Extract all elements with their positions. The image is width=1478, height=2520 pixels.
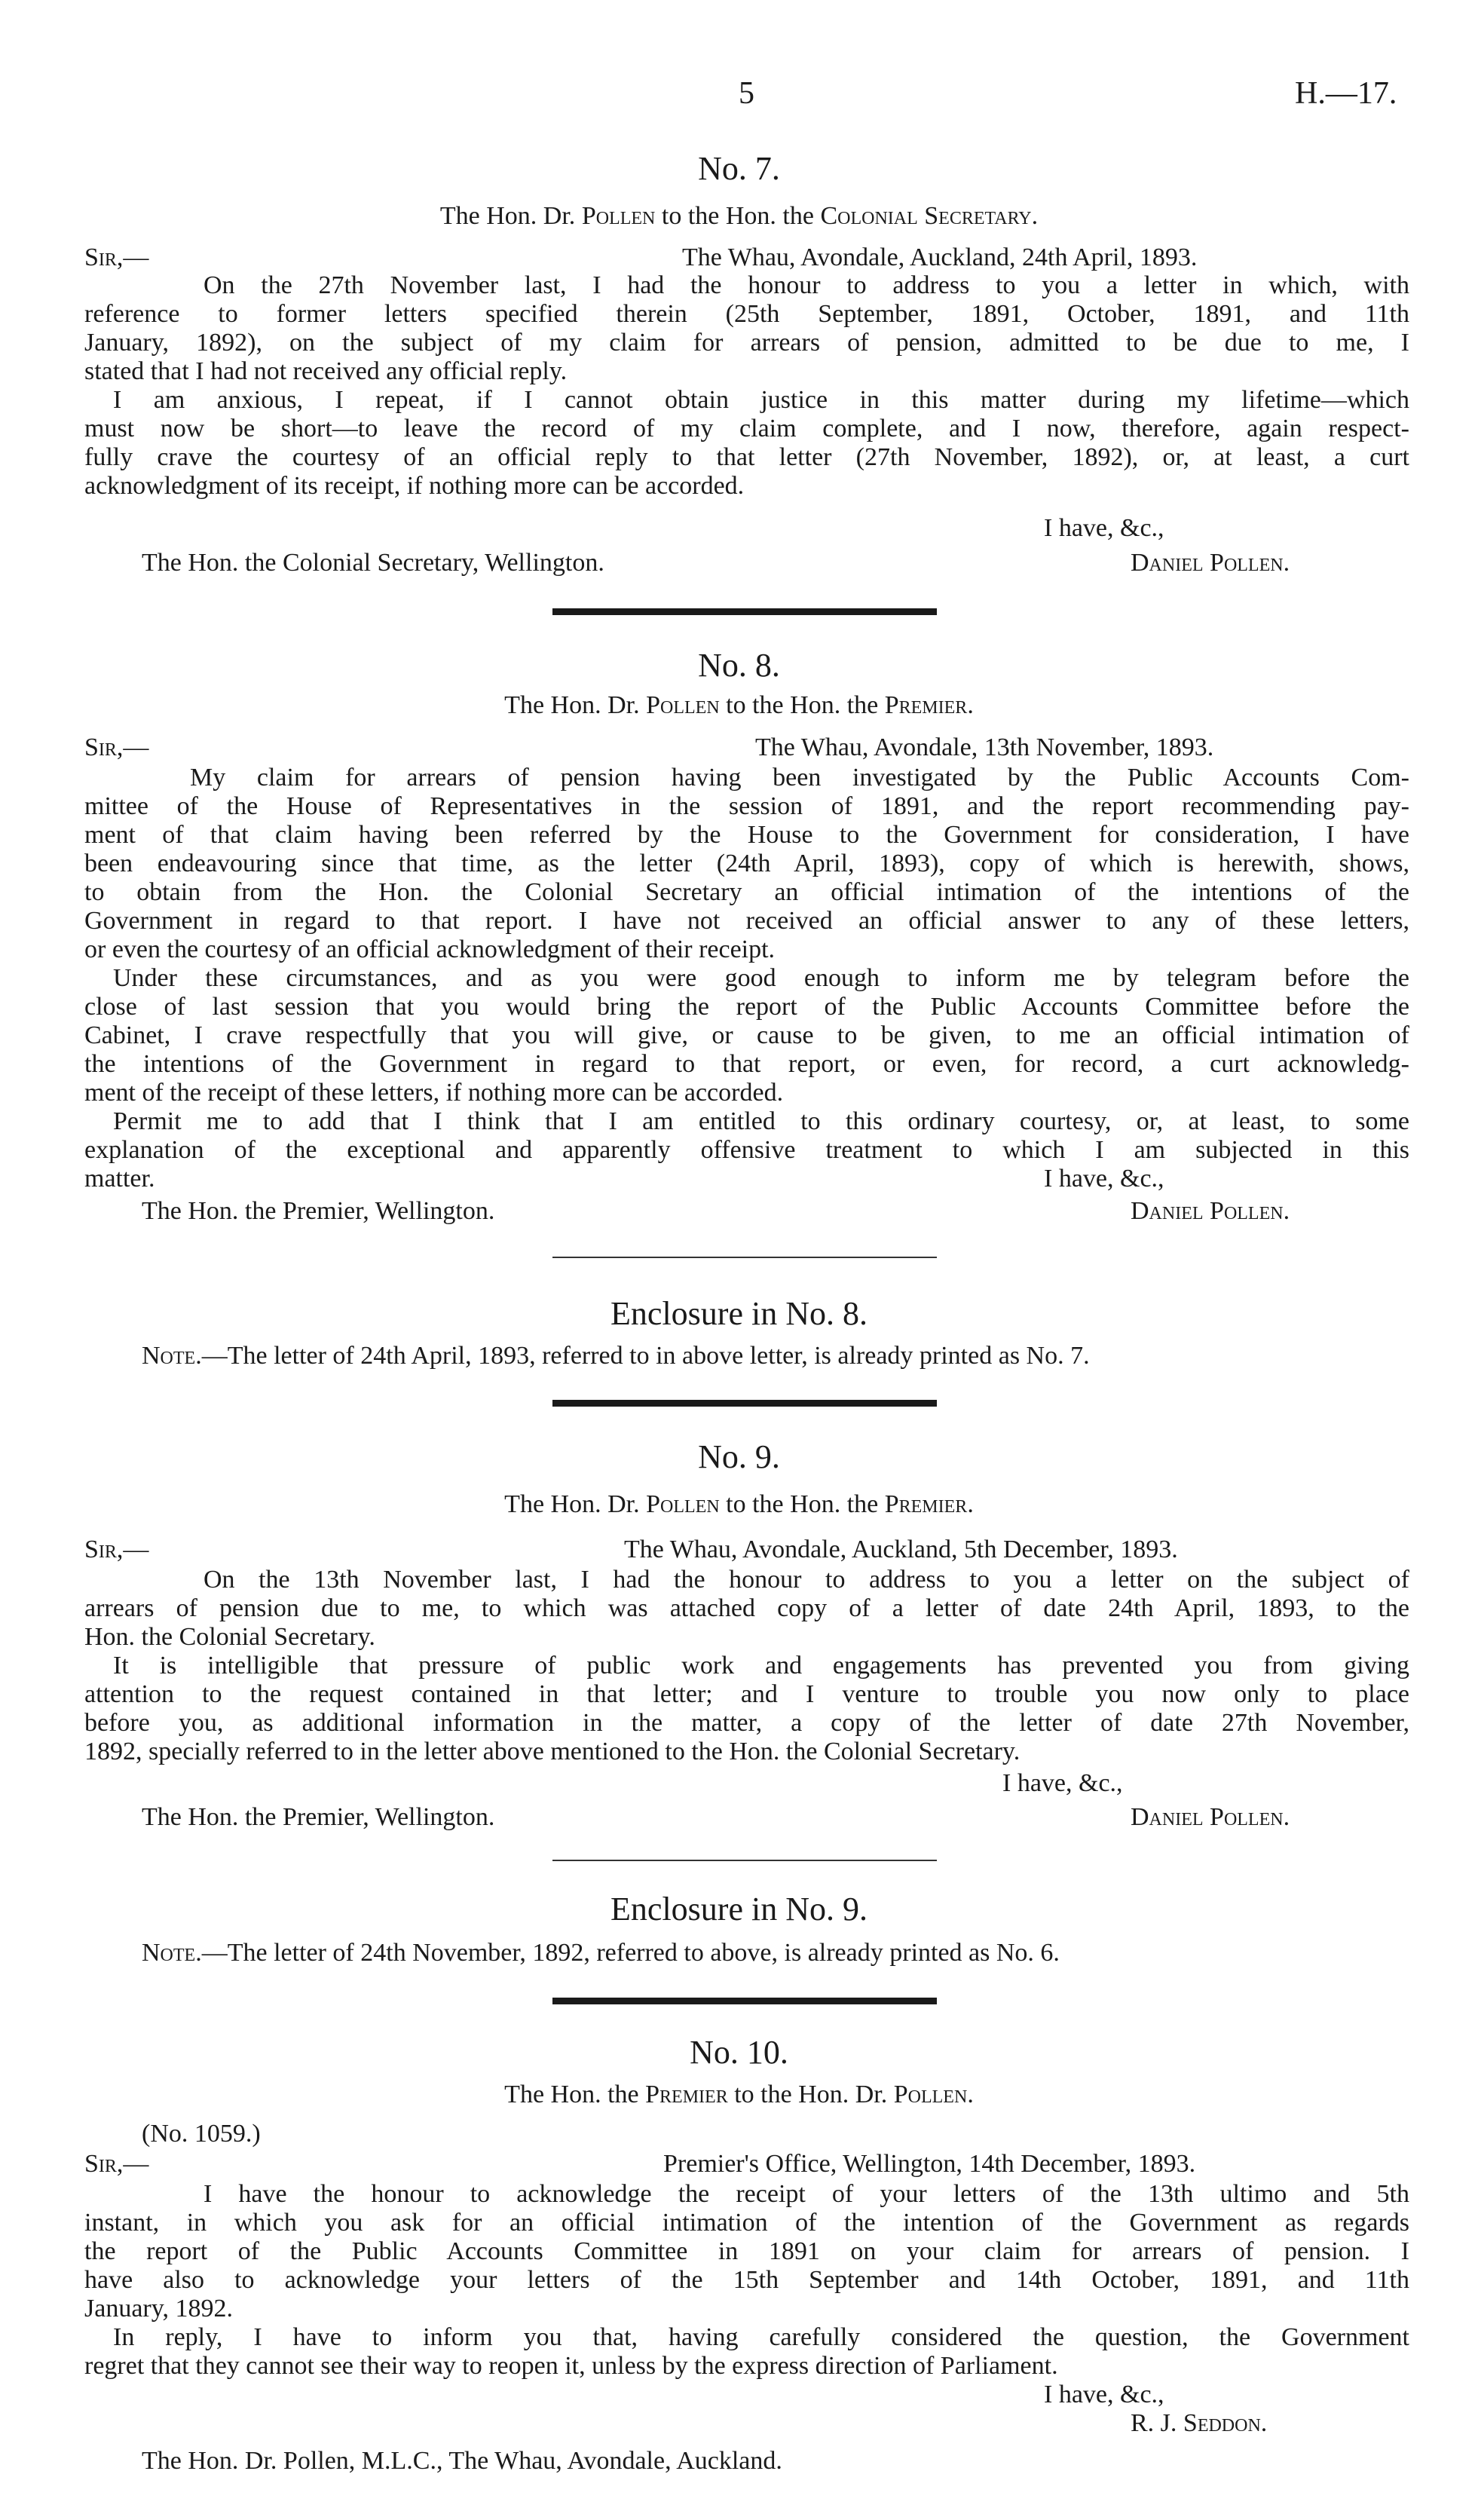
no8-heading: No. 8. [698, 647, 780, 684]
page-number: 5 [739, 76, 754, 111]
no8-body-line: to obtain from the Hon. the Colonial Secretary an official intimation of the intentions of the [84, 878, 1409, 906]
no7-body-line: On the 27th November last, I had the honour to address to you a letter in which, with [203, 271, 1409, 299]
no10-body-line: I have the honour to acknowledge the receipt of your letters of the 13th ultimo and 5th [203, 2180, 1409, 2208]
no10-ref-number: (No. 1059.) [142, 2120, 261, 2148]
no10-body-line: In reply, I have to inform you that, having carefully considered the question, the Government [113, 2323, 1409, 2351]
no9-salutation: Sir,— [84, 1536, 149, 1563]
no9-body-line: On the 13th November last, I had the honour to address to you a letter on the subject of [203, 1566, 1409, 1594]
no7-body-line: January, 1892), on the subject of my claim for arrears of pension, admitted to be due to me, I [84, 329, 1409, 357]
no9-body-line: attention to the request contained in that letter; and I venture to trouble you now only to place [84, 1680, 1409, 1708]
no9-body-line: It is intelligible that pressure of public work and engagements has prevented you from giving [113, 1652, 1409, 1679]
no8-addressee: The Hon. the Premier, Wellington. [142, 1197, 495, 1225]
no8-salutation: Sir,— [84, 733, 149, 761]
no8-dateline: The Whau, Avondale, 13th November, 1893. [755, 733, 1214, 761]
no10-body-line: the report of the Public Accounts Committee in 1891 on your claim for arrears of pension. I [84, 2237, 1409, 2265]
no8-body-line: the intentions of the Government in regard to that report, or even, for record, a curt acknowledg- [84, 1050, 1409, 1078]
no9-signature: Daniel Pollen. [1131, 1803, 1290, 1831]
enc8-heading: Enclosure in No. 8. [610, 1295, 868, 1332]
no8-signature: Daniel Pollen. [1131, 1197, 1290, 1225]
no7-body-line: fully crave the courtesy of an official reply to that letter (27th November, 1892), or, at least, a curt [84, 443, 1409, 471]
no7-addressee: The Hon. the Colonial Secretary, Wellington. [142, 549, 604, 577]
enc8-note: Note.—The letter of 24th April, 1893, referred to in above letter, is already printed as No. 7. [142, 1342, 1090, 1370]
no7-body-line: reference to former letters specified therein (25th September, 1891, October, 1891, and 11th [84, 300, 1409, 328]
section-divider [552, 608, 937, 615]
no8-body-line: explanation of the exceptional and apparently offensive treatment to which I am subjected in this [84, 1136, 1409, 1164]
no7-from-line: The Hon. Dr. Pollen to the Hon. the Colonial Secretary. [439, 202, 1039, 230]
no10-addressee: The Hon. Dr. Pollen, M.L.C., The Whau, Avondale, Auckland. [142, 2447, 782, 2475]
no8-body-line: Cabinet, I crave respectfully that you will give, or cause to be given, to me an official intimation of [84, 1021, 1409, 1049]
no8-body-line: ment of that claim having been referred by the House to the Government for consideration, I have [84, 821, 1409, 849]
no8-body-line: Under these circumstances, and as you were good enough to inform me by telegram before the [113, 964, 1409, 992]
no10-body-line: have also to acknowledge your letters of the 15th September and 14th October, 1891, and 11th [84, 2266, 1409, 2294]
section-divider [552, 1998, 937, 2004]
no7-body-line: must now be short—to leave the record of my claim complete, and I now, therefore, again respect- [84, 415, 1409, 442]
no9-body-line: 1892, specially referred to in the letter above mentioned to the Hon. the Colonial Secretary. [84, 1738, 1021, 1765]
no8-body-line: mittee of the House of Representatives in the session of 1891, and the report recommending pay- [84, 792, 1409, 820]
no10-closing: I have, &c., [1044, 2381, 1164, 2408]
no10-body-line: January, 1892. [84, 2295, 234, 2323]
no8-body-line: ment of the receipt of these letters, if nothing more can be accorded. [84, 1079, 784, 1107]
no10-salutation: Sir,— [84, 2150, 149, 2178]
no8-body-line: matter. [84, 1165, 155, 1193]
no9-body-line: before you, as additional information in the matter, a copy of the letter of date 27th November, [84, 1709, 1409, 1737]
no7-salutation: Sir,— [84, 243, 149, 271]
no10-dateline: Premier's Office, Wellington, 14th December, 1893. [663, 2150, 1196, 2178]
no10-signature: R. J. Seddon. [1131, 2409, 1268, 2437]
enc9-heading: Enclosure in No. 9. [610, 1891, 868, 1928]
no9-body-line: arrears of pension due to me, to which was attached copy of a letter of date 24th April, 1893, to the [84, 1594, 1409, 1622]
no9-heading: No. 9. [698, 1438, 780, 1475]
no8-body-line: or even the courtesy of an official acknowledgment of their receipt. [84, 935, 776, 963]
no9-addressee: The Hon. the Premier, Wellington. [142, 1803, 495, 1831]
no9-closing: I have, &c., [1002, 1769, 1123, 1797]
no8-closing: I have, &c., [1044, 1165, 1164, 1193]
no9-dateline: The Whau, Avondale, Auckland, 5th December, 1893. [624, 1536, 1178, 1563]
no10-from-line: The Hon. the Premier to the Hon. Dr. Pollen. [504, 2081, 974, 2108]
no8-from-line: The Hon. Dr. Pollen to the Hon. the Premier. [504, 691, 974, 719]
no7-body-line: acknowledgment of its receipt, if nothing more can be accorded. [84, 472, 745, 500]
enc9-note: Note.—The letter of 24th November, 1892, referred to above, is already printed as No. 6. [142, 1939, 1060, 1967]
no8-body-line: close of last session that you would bring the report of the Public Accounts Committee before the [84, 993, 1409, 1021]
no7-heading: No. 7. [698, 150, 780, 187]
no9-from-line: The Hon. Dr. Pollen to the Hon. the Premier. [504, 1490, 974, 1518]
no10-heading: No. 10. [690, 2034, 788, 2071]
no7-signature: Daniel Pollen. [1131, 549, 1290, 577]
no10-body-line: regret that they cannot see their way to reopen it, unless by the express direction of Parliament. [84, 2352, 1058, 2380]
no7-closing: I have, &c., [1044, 514, 1164, 542]
no7-body-line: stated that I had not received any official reply. [84, 357, 568, 385]
section-divider [552, 1860, 937, 1861]
no8-body-line: My claim for arrears of pension having been investigated by the Public Accounts Com- [190, 764, 1409, 792]
no8-body-line: Government in regard to that report. I have not received an official answer to any of these letters, [84, 907, 1409, 935]
no10-body-line: instant, in which you ask for an official intimation of the intention of the Government as regards [84, 2209, 1409, 2237]
no8-body-line: Permit me to add that I think that I am entitled to this ordinary courtesy, or, at least, to some [113, 1107, 1409, 1135]
no7-dateline: The Whau, Avondale, Auckland, 24th April, 1893. [682, 243, 1198, 271]
no9-body-line: Hon. the Colonial Secretary. [84, 1623, 375, 1651]
no8-body-line: been endeavouring since that time, as the letter (24th April, 1893), copy of which is herewith, shows, [84, 850, 1409, 877]
section-divider [552, 1257, 937, 1258]
document-reference: H.—17. [1295, 76, 1397, 111]
no7-body-line: I am anxious, I repeat, if I cannot obtain justice in this matter during my lifetime—which [113, 386, 1409, 414]
section-divider [552, 1400, 937, 1407]
